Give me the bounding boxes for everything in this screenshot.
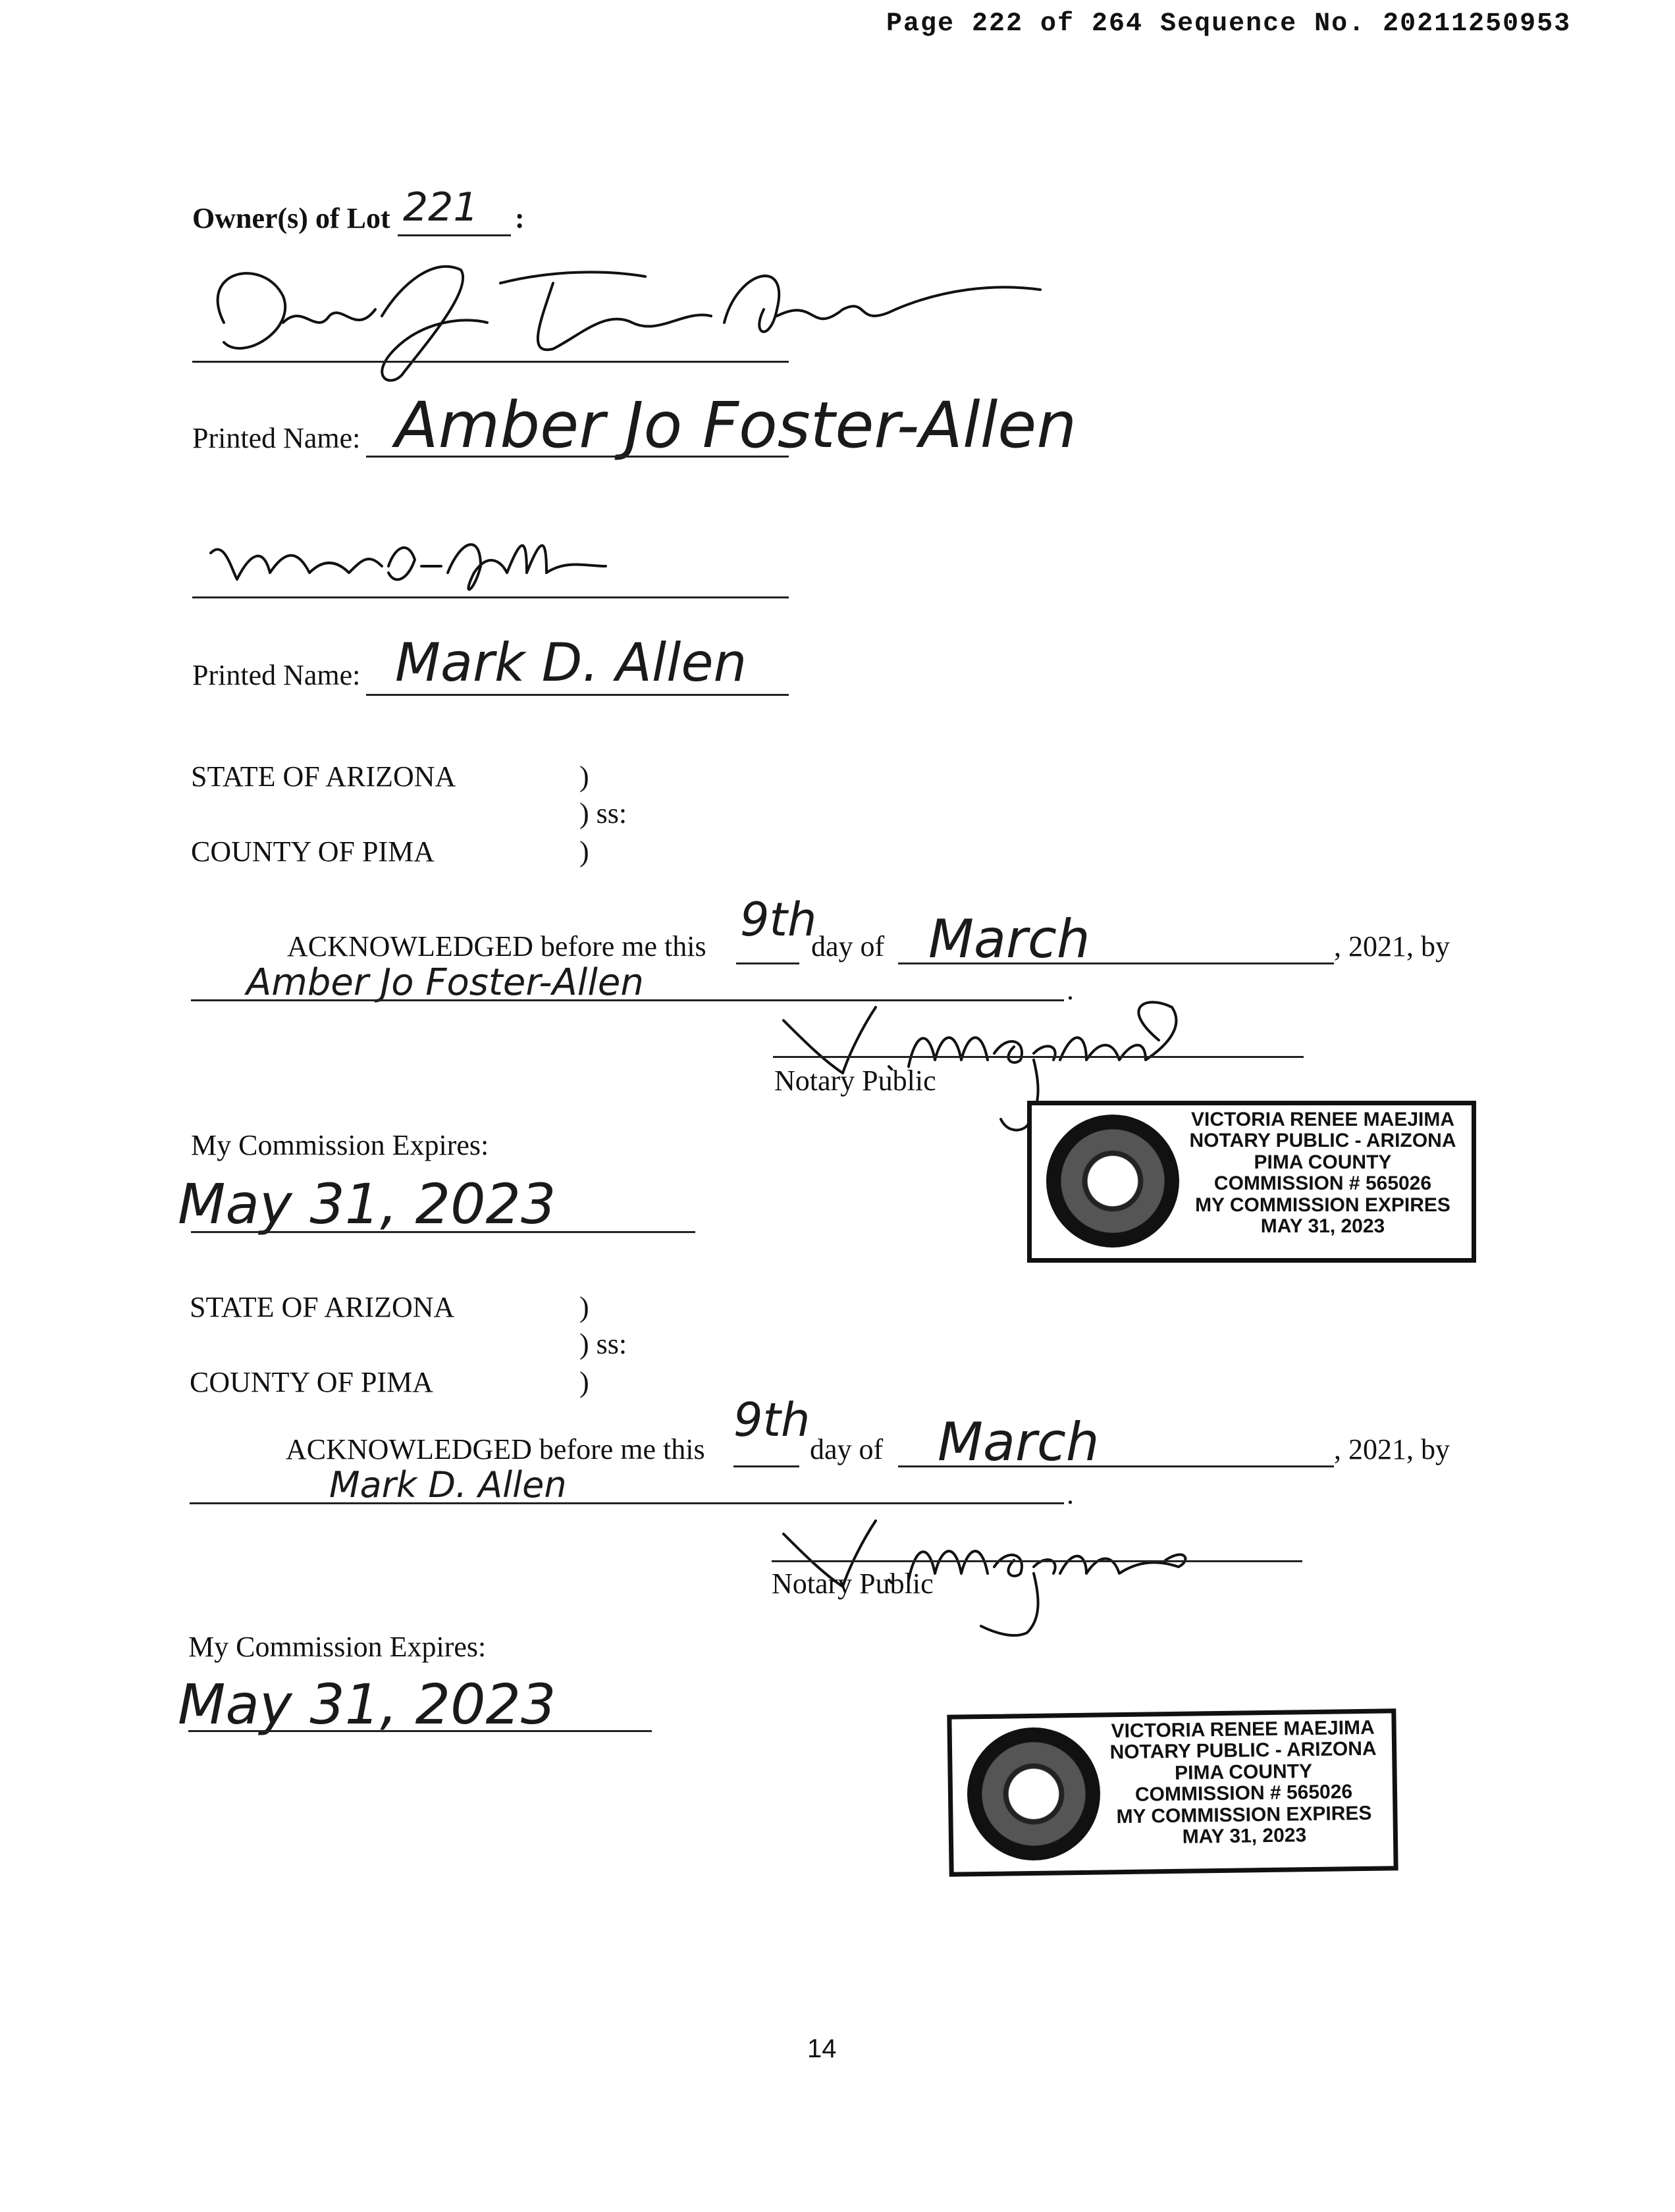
state-label-1: STATE OF ARIZONA	[191, 760, 456, 793]
ack-period-2: .	[1067, 1478, 1074, 1510]
lot-number-handwritten: 221	[403, 184, 479, 230]
county-label-2: COUNTY OF PIMA	[190, 1366, 433, 1398]
notary-signature-line-2	[772, 1560, 1302, 1562]
printed-name-value-2: Mark D. Allen	[395, 632, 747, 693]
ack-day-1: 9th	[740, 893, 817, 947]
printed-name-label-2: Printed Name:	[192, 659, 361, 691]
stamp-title-1: NOTARY PUBLIC - ARIZONA	[1189, 1130, 1456, 1152]
ack-day-of-1: day of	[811, 930, 885, 962]
ack-day-of-2: day of	[810, 1433, 884, 1465]
stamp-expires-label-2: MY COMMISSION EXPIRES	[1116, 1802, 1372, 1828]
ack-text-1: ACKNOWLEDGED before me this	[287, 930, 706, 962]
notary-signature-line-1	[773, 1056, 1304, 1058]
stamp-expires-label-1: MY COMMISSION EXPIRES	[1195, 1194, 1450, 1216]
commission-expires-label-2: My Commission Expires:	[188, 1631, 487, 1663]
ack-day-line-2	[733, 1465, 799, 1467]
ss-label-2: ) ss:	[579, 1328, 627, 1360]
notary-stamp-1	[1027, 1101, 1476, 1263]
notary-stamp-2	[947, 1708, 1398, 1876]
commission-expires-date-2: May 31, 2023	[178, 1672, 556, 1737]
ack-signer-name-1: Amber Jo Foster-Allen	[246, 961, 644, 1004]
ack-month-line-1	[898, 962, 1334, 964]
stamp-name-2: VICTORIA RENEE MAEJIMA	[1111, 1716, 1375, 1743]
arizona-seal-icon	[967, 1727, 1102, 1862]
page-number: 14	[807, 2034, 837, 2063]
stamp-county-1: PIMA COUNTY	[1254, 1151, 1392, 1173]
printed-name-label-1: Printed Name:	[192, 422, 361, 454]
ack-period-1: .	[1067, 974, 1074, 1006]
ss-label-1: ) ss:	[579, 797, 627, 830]
paren-1a: )	[579, 760, 589, 793]
ack-text-2: ACKNOWLEDGED before me this	[286, 1433, 705, 1465]
ack-month-1: March	[928, 908, 1090, 970]
printed-name-value-1: Amber Jo Foster-Allen	[395, 388, 1077, 462]
paren-1b: )	[579, 835, 589, 868]
commission-expires-line-1	[191, 1231, 695, 1233]
ack-month-2: March	[938, 1411, 1100, 1473]
commission-expires-label-1: My Commission Expires:	[191, 1129, 489, 1161]
commission-expires-line-2	[188, 1730, 652, 1732]
printed-name-line-2	[366, 694, 789, 696]
ack-month-line-2	[898, 1465, 1334, 1467]
printed-name-line-1	[366, 456, 789, 458]
page-sequence-header: Page 222 of 264 Sequence No. 20211250953	[886, 9, 1572, 39]
stamp-title-2: NOTARY PUBLIC - ARIZONA	[1109, 1738, 1377, 1764]
arizona-seal-icon	[1046, 1115, 1179, 1248]
stamp-expires-date-2: MAY 31, 2023	[1182, 1824, 1307, 1848]
signature-line-1	[192, 361, 789, 363]
notary-public-label-2: Notary Public	[772, 1567, 934, 1600]
paren-2a: )	[579, 1291, 589, 1323]
ack-signer-name-2: Mark D. Allen	[329, 1464, 567, 1506]
ack-year-by-2: , 2021, by	[1334, 1433, 1450, 1465]
owner-lot-label: Owner(s) of Lot	[192, 202, 390, 234]
ack-year-by-1: , 2021, by	[1334, 930, 1450, 962]
paren-2b: )	[579, 1366, 589, 1398]
stamp-name-1: VICTORIA RENEE MAEJIMA	[1190, 1109, 1455, 1130]
stamp-commission-1: COMMISSION # 565026	[1213, 1172, 1432, 1195]
notary-public-label-1: Notary Public	[774, 1065, 936, 1097]
signature-mark-d-allen	[198, 527, 606, 606]
ack-day-line-1	[736, 962, 799, 964]
stamp-county-2: PIMA COUNTY	[1174, 1760, 1313, 1784]
commission-expires-date-1: May 31, 2023	[178, 1172, 556, 1236]
lot-number-line	[398, 234, 511, 236]
signature-amber-jo-foster-allen	[184, 244, 1040, 395]
owner-lot-colon: :	[515, 202, 525, 234]
ack-day-2: 9th	[733, 1393, 811, 1447]
stamp-expires-date-1: MAY 31, 2023	[1260, 1215, 1385, 1237]
county-label-1: COUNTY OF PIMA	[191, 835, 435, 868]
signature-line-2	[192, 596, 789, 598]
ack-signer-line-2	[190, 1502, 1064, 1504]
stamp-commission-2: COMMISSION # 565026	[1134, 1781, 1353, 1806]
state-label-2: STATE OF ARIZONA	[190, 1291, 455, 1323]
